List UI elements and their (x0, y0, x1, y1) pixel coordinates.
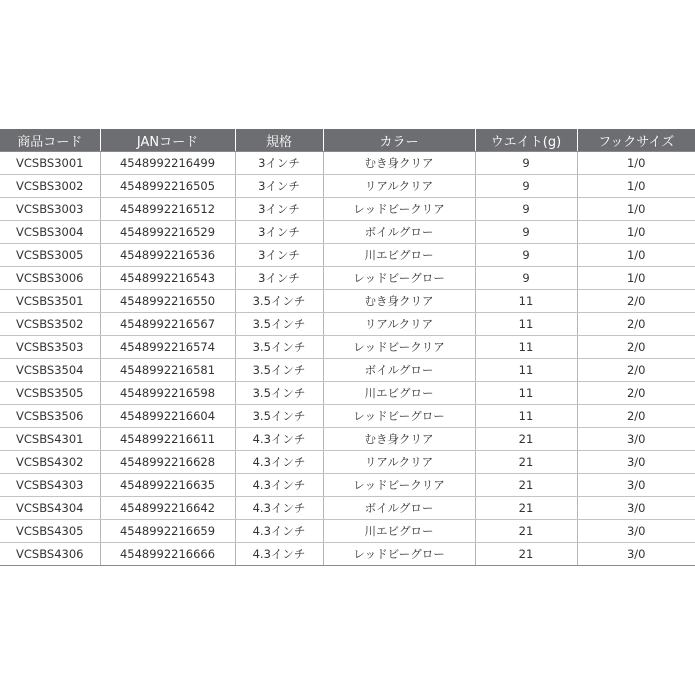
cell-jan-code: 4548992216628 (100, 451, 235, 474)
header-product-code: 商品コード (0, 129, 100, 152)
cell-size: 4.3インチ (235, 543, 323, 566)
cell-product-code: VCSBS4304 (0, 497, 100, 520)
table-row (0, 152, 695, 175)
cell-color: 川エビグロー (323, 520, 475, 543)
table-row (0, 428, 695, 451)
cell-hook-size: 2/0 (577, 290, 695, 313)
cell-color: レッドビーグロー (323, 543, 475, 566)
cell-size: 4.3インチ (235, 474, 323, 497)
cell-product-code: VCSBS4301 (0, 428, 100, 451)
cell-jan-code: 4548992216550 (100, 290, 235, 313)
cell-color: レッドビークリア (323, 198, 475, 221)
cell-jan-code: 4548992216611 (100, 428, 235, 451)
cell-hook-size: 1/0 (577, 198, 695, 221)
cell-color: リアルクリア (323, 313, 475, 336)
cell-size: 3インチ (235, 175, 323, 198)
cell-color: むき身クリア (323, 428, 475, 451)
cell-hook-size: 1/0 (577, 152, 695, 175)
table-row (0, 336, 695, 359)
cell-size: 3.5インチ (235, 313, 323, 336)
cell-size: 3.5インチ (235, 336, 323, 359)
cell-product-code: VCSBS3504 (0, 359, 100, 382)
cell-product-code: VCSBS3002 (0, 175, 100, 198)
cell-size: 3インチ (235, 244, 323, 267)
cell-weight: 21 (475, 543, 577, 566)
cell-product-code: VCSBS3006 (0, 267, 100, 290)
cell-weight: 9 (475, 221, 577, 244)
header-hook-size: フックサイズ (577, 129, 695, 152)
cell-weight: 11 (475, 405, 577, 428)
cell-hook-size: 1/0 (577, 175, 695, 198)
cell-color: レッドビークリア (323, 474, 475, 497)
cell-weight: 21 (475, 474, 577, 497)
cell-size: 4.3インチ (235, 451, 323, 474)
table-row (0, 221, 695, 244)
cell-color: リアルクリア (323, 451, 475, 474)
cell-product-code: VCSBS3001 (0, 152, 100, 175)
cell-jan-code: 4548992216567 (100, 313, 235, 336)
cell-jan-code: 4548992216666 (100, 543, 235, 566)
cell-weight: 11 (475, 313, 577, 336)
cell-color: ボイルグロー (323, 497, 475, 520)
cell-weight: 11 (475, 336, 577, 359)
cell-product-code: VCSBS4302 (0, 451, 100, 474)
cell-product-code: VCSBS4303 (0, 474, 100, 497)
cell-color: 川エビグロー (323, 244, 475, 267)
cell-weight: 11 (475, 359, 577, 382)
table-row (0, 290, 695, 313)
cell-size: 3インチ (235, 267, 323, 290)
cell-jan-code: 4548992216574 (100, 336, 235, 359)
table-row (0, 497, 695, 520)
cell-weight: 21 (475, 428, 577, 451)
cell-jan-code: 4548992216581 (100, 359, 235, 382)
header-jan-code: JANコード (100, 129, 235, 152)
cell-jan-code: 4548992216536 (100, 244, 235, 267)
cell-size: 3インチ (235, 221, 323, 244)
cell-size: 4.3インチ (235, 428, 323, 451)
cell-jan-code: 4548992216505 (100, 175, 235, 198)
cell-hook-size: 2/0 (577, 313, 695, 336)
cell-product-code: VCSBS3505 (0, 382, 100, 405)
cell-hook-size: 3/0 (577, 428, 695, 451)
cell-product-code: VCSBS3503 (0, 336, 100, 359)
table-row (0, 313, 695, 336)
cell-hook-size: 2/0 (577, 336, 695, 359)
cell-color: レッドビーグロー (323, 405, 475, 428)
cell-weight: 9 (475, 267, 577, 290)
table-row (0, 198, 695, 221)
cell-product-code: VCSBS3003 (0, 198, 100, 221)
cell-jan-code: 4548992216499 (100, 152, 235, 175)
cell-product-code: VCSBS3502 (0, 313, 100, 336)
cell-color: ボイルグロー (323, 221, 475, 244)
cell-product-code: VCSBS4306 (0, 543, 100, 566)
table-row (0, 244, 695, 267)
cell-weight: 21 (475, 520, 577, 543)
cell-product-code: VCSBS3005 (0, 244, 100, 267)
cell-weight: 9 (475, 152, 577, 175)
cell-color: むき身クリア (323, 152, 475, 175)
cell-jan-code: 4548992216512 (100, 198, 235, 221)
cell-jan-code: 4548992216659 (100, 520, 235, 543)
cell-weight: 11 (475, 382, 577, 405)
table-row (0, 175, 695, 198)
table-header-row (0, 129, 695, 152)
product-spec-table (0, 129, 695, 566)
header-size: 規格 (235, 129, 323, 152)
cell-color: ボイルグロー (323, 359, 475, 382)
cell-size: 4.3インチ (235, 520, 323, 543)
cell-product-code: VCSBS3506 (0, 405, 100, 428)
table-row (0, 451, 695, 474)
cell-weight: 9 (475, 198, 577, 221)
cell-product-code: VCSBS3501 (0, 290, 100, 313)
product-spec-table-container (0, 129, 695, 566)
cell-color: 川エビグロー (323, 382, 475, 405)
cell-hook-size: 2/0 (577, 382, 695, 405)
cell-jan-code: 4548992216604 (100, 405, 235, 428)
cell-hook-size: 3/0 (577, 543, 695, 566)
cell-size: 3インチ (235, 152, 323, 175)
cell-hook-size: 2/0 (577, 359, 695, 382)
cell-size: 3.5インチ (235, 290, 323, 313)
table-row (0, 359, 695, 382)
cell-product-code: VCSBS3004 (0, 221, 100, 244)
cell-weight: 21 (475, 497, 577, 520)
cell-jan-code: 4548992216598 (100, 382, 235, 405)
cell-jan-code: 4548992216642 (100, 497, 235, 520)
cell-weight: 11 (475, 290, 577, 313)
cell-weight: 9 (475, 175, 577, 198)
cell-color: むき身クリア (323, 290, 475, 313)
cell-jan-code: 4548992216529 (100, 221, 235, 244)
cell-size: 3.5インチ (235, 405, 323, 428)
cell-hook-size: 1/0 (577, 244, 695, 267)
table-row (0, 405, 695, 428)
table-row (0, 474, 695, 497)
cell-color: リアルクリア (323, 175, 475, 198)
cell-weight: 9 (475, 244, 577, 267)
cell-hook-size: 1/0 (577, 221, 695, 244)
cell-color: レッドビークリア (323, 336, 475, 359)
table-row (0, 520, 695, 543)
table-row (0, 382, 695, 405)
cell-hook-size: 3/0 (577, 497, 695, 520)
cell-hook-size: 3/0 (577, 474, 695, 497)
header-color: カラー (323, 129, 475, 152)
table-row (0, 543, 695, 566)
cell-weight: 21 (475, 451, 577, 474)
table-row (0, 267, 695, 290)
cell-jan-code: 4548992216543 (100, 267, 235, 290)
cell-hook-size: 3/0 (577, 520, 695, 543)
header-weight: ウエイト(g) (475, 129, 577, 152)
cell-size: 4.3インチ (235, 497, 323, 520)
cell-size: 3インチ (235, 198, 323, 221)
cell-size: 3.5インチ (235, 382, 323, 405)
cell-hook-size: 2/0 (577, 405, 695, 428)
cell-hook-size: 3/0 (577, 451, 695, 474)
cell-size: 3.5インチ (235, 359, 323, 382)
cell-hook-size: 1/0 (577, 267, 695, 290)
cell-product-code: VCSBS4305 (0, 520, 100, 543)
cell-jan-code: 4548992216635 (100, 474, 235, 497)
cell-color: レッドビーグロー (323, 267, 475, 290)
